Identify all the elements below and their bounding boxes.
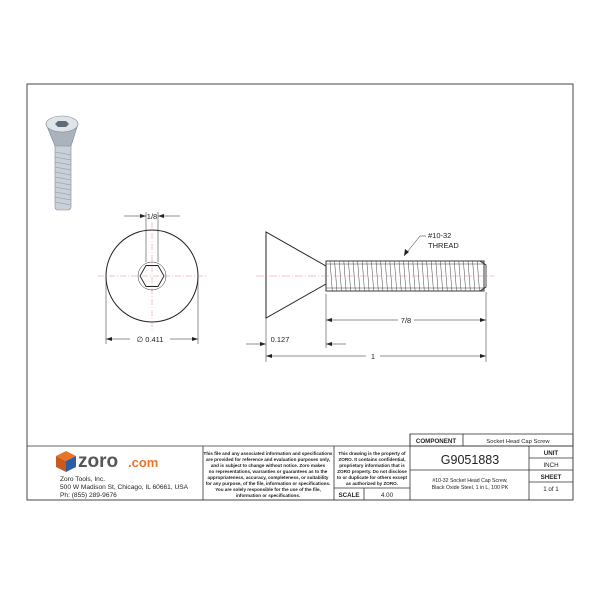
disclaimer-line: appropriateness, accuracy, completeness, or suitability	[207, 475, 329, 480]
company-address: 500 W Madison St, Chicago, IL 60661, USA	[60, 484, 189, 491]
screw-isometric-preview	[46, 116, 78, 210]
description-line-2: Black Oxide Steel, 1 in L, 100 PK	[431, 485, 509, 491]
sheet-label: SHEET	[540, 474, 562, 481]
dim-head-diameter-label: ∅ 0.411	[136, 335, 164, 344]
unit-value: INCH	[543, 462, 559, 469]
scale-label: SCALE	[338, 492, 360, 499]
thread-callout-size: #10-32	[428, 231, 452, 240]
thread-line	[436, 261, 438, 291]
property-notice-line: ZORO. It contains confidential,	[338, 457, 406, 462]
property-notice-line: as authorized by ZORO.	[345, 481, 399, 486]
description-line-1: #10-32 Socket Head Cap Screw,	[432, 478, 508, 484]
disclaimer-text	[204, 451, 333, 498]
disclaimer-line: no representations, warranties or guarantees as to the	[208, 469, 328, 474]
property-notice-line: to or duplicate for others except	[336, 475, 408, 480]
disclaimer-line: are provided for reference and evaluation purposes only,	[206, 457, 330, 462]
dim-hex-label: 1/8	[146, 212, 158, 221]
property-notice-line: ZORO property. Do not disclose	[337, 469, 407, 474]
sheet-value: 1 of 1	[543, 486, 559, 493]
zoro-logo	[56, 451, 158, 472]
property-notice-line: proprietary information that is	[339, 463, 405, 468]
dim-head-height-label: 0.127	[270, 335, 290, 344]
logo-wordmark: zoro	[78, 451, 119, 472]
logo-domain: .com	[128, 455, 159, 470]
company-name: Zoro Tools, Inc.	[60, 476, 105, 483]
component-label: COMPONENT	[415, 438, 457, 445]
dim-overall-length-label: 1	[370, 352, 376, 361]
disclaimer-line: information or specifications.	[235, 493, 301, 498]
property-notice	[337, 451, 408, 486]
property-notice-line: This drawing is the property of	[338, 451, 406, 456]
zoro-cube-icon	[56, 451, 76, 472]
part-number: G9051883	[440, 453, 500, 467]
scale-value: 4.00	[380, 492, 394, 499]
disclaimer-line: This file and any associated information and specifications	[203, 451, 333, 456]
disclaimer-line: You are solely responsible for the use of the file,	[215, 487, 321, 492]
screw-end-view	[98, 212, 206, 344]
disclaimer-line: for any purpose, of the file, information or specifications.	[205, 481, 331, 486]
thread-callout-type: THREAD	[428, 241, 459, 250]
thread-line	[459, 261, 461, 291]
dim-thread-length-label: 7/8	[400, 316, 412, 325]
disclaimer-line: and is subject to change without notice. Zoro makes	[210, 463, 326, 468]
component-value: Socket Head Cap Screw	[486, 439, 550, 445]
unit-label: UNIT	[543, 450, 559, 457]
company-phone: Ph: (855) 289-9676	[60, 492, 117, 499]
